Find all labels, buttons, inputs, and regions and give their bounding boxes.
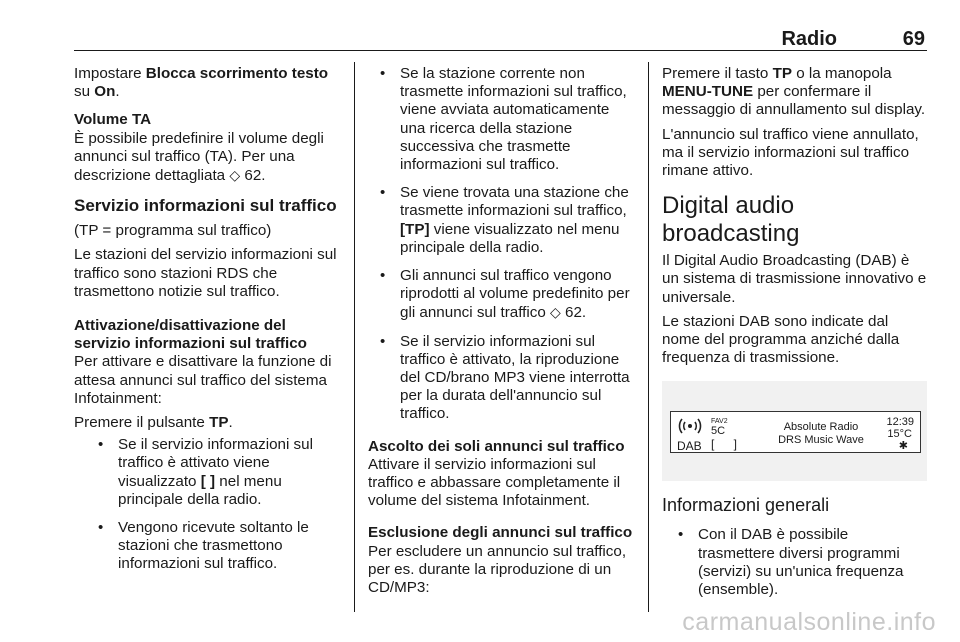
paragraph: L'annuncio sul traffico viene annullato, ma il servizio informazioni sul traffico rimane attivo. xyxy=(662,125,919,180)
paragraph: Attivare il servizio informazioni sul traffico e abbassare completamente il volume del sistema Infotainment. xyxy=(368,455,621,510)
channel-label: 5C xyxy=(711,425,726,438)
bluetooth-icon: ✱ xyxy=(898,440,908,453)
subheading: Attivazione/disattivazione del servizio informazioni sul traffico xyxy=(74,317,307,353)
paragraph: (TP = programma sul traffico) xyxy=(74,222,272,240)
subheading: Ascolto dei soli annunci sul traffico xyxy=(368,437,625,455)
tp-brackets: [ ] xyxy=(711,437,746,452)
paragraph: Premere il tasto TP o la manopola MENU-TUNE per confermare il messaggio di annullamento sul display. xyxy=(662,65,926,119)
section-title: Radio xyxy=(781,28,837,50)
radio-screen xyxy=(670,411,921,453)
paragraph: Le stazioni del servizio informazioni sul traffico sono stazioni RDS che trasmettono notizie sul traffico. xyxy=(74,246,337,300)
list-item: • Se il servizio informazioni sul traffico è attivato viene visualizzato [ ] nel menu principale della radio. xyxy=(74,436,340,509)
paragraph: Per attivare e disattivare la funzione di attesa annunci sul traffico del sistema Infotainment: xyxy=(74,353,332,407)
list-item: • Vengono ricevute soltanto le stazioni che trasmettono informazioni sul traffico. xyxy=(74,519,340,574)
bullet-list xyxy=(74,436,340,573)
list-item: • Con il DAB è possibile trasmettere diversi programmi (servizi) su un'unica frequenza (ensemble). xyxy=(662,526,928,599)
section-heading: Servizio informazioni sul traffico xyxy=(74,196,337,216)
section-heading: Digital audio broadcasting xyxy=(662,192,800,248)
favourite-label: FAV2 xyxy=(711,418,728,426)
volume-ta-heading: Volume TA xyxy=(74,111,152,129)
station-subname: DRS Music Wave xyxy=(778,434,864,447)
paragraph: Impostare Blocca scorrimento testo su On. xyxy=(74,65,329,101)
bullet-list xyxy=(662,526,928,599)
station-name: Absolute Radio xyxy=(783,421,859,434)
list-item: • Gli annunci sul traffico vengono riprodotti al volume predefinito per gli annunci sul traffico ◇ 62. xyxy=(364,267,636,323)
subheading: Esclusione degli annunci sul traffico xyxy=(368,524,633,542)
column-divider xyxy=(354,62,355,612)
paragraph: Per escludere un annuncio sul traffico, per es. durante la riproduzione di un CD/MP3: xyxy=(368,542,627,597)
column-1 xyxy=(74,65,340,584)
clock-label: 12:39 xyxy=(886,416,914,429)
paragraph: Premere il pulsante TP. xyxy=(74,414,233,432)
column-3 xyxy=(662,65,928,609)
column-2 xyxy=(368,65,636,607)
dab-label: DAB xyxy=(677,439,702,454)
subsection-heading: Informazioni generali xyxy=(662,495,830,516)
paragraph: Le stazioni DAB sono indicate dal nome del programma anziché dalla frequenza di trasmissione. xyxy=(662,312,900,367)
signal-icon xyxy=(677,413,703,435)
watermark: carmanualsonline.info xyxy=(682,608,936,636)
page-number: 69 xyxy=(902,28,925,50)
page-ref-icon: ◇ xyxy=(229,167,241,184)
temperature-label: 15°C xyxy=(887,428,912,441)
radio-display-illustration xyxy=(662,381,927,481)
list-item: • Se il servizio informazioni sul traffico è attivato, la riproduzione del CD/brano MP3 viene interrotta per la durata dell'annuncio sul traffico. xyxy=(364,333,636,424)
bullet-list xyxy=(364,65,636,424)
column-divider xyxy=(648,62,649,612)
list-item: • Se la stazione corrente non trasmette informazioni sul traffico, viene avviata automaticamente una ricerca della stazione successiva che trasmette informazioni sul traffico. xyxy=(364,65,636,174)
paragraph: Il Digital Audio Broadcasting (DAB) è un sistema di trasmissione innovativo e universale. xyxy=(662,252,927,306)
page-header xyxy=(74,28,927,51)
paragraph: È possibile predefinire il volume degli annunci sul traffico (TA). Per una descrizione dettagliata ◇ 62. xyxy=(74,129,324,185)
page-ref-icon: ◇ xyxy=(550,304,561,321)
list-item: • Se viene trovata una stazione che trasmette informazioni sul traffico, [TP] viene visualizzato nel menu principale della radio. xyxy=(364,184,636,257)
